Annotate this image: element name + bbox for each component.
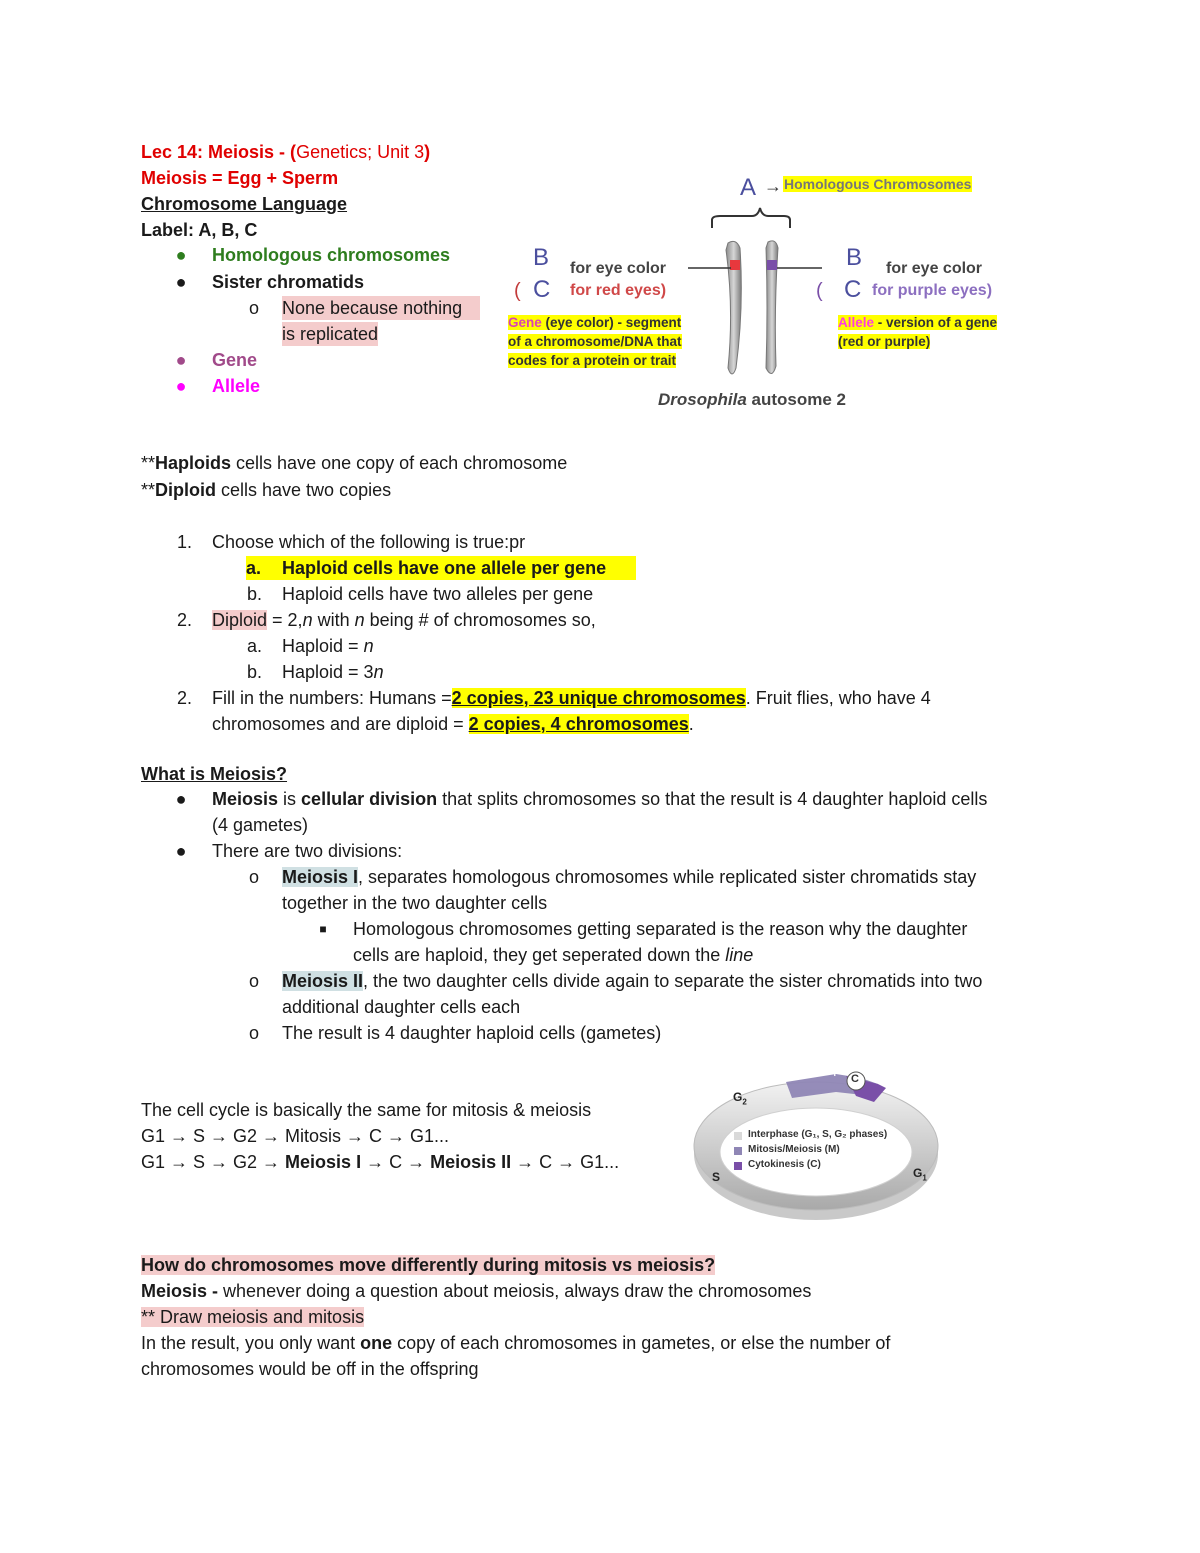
movement-line-4: chromosomes would be off in the offspring bbox=[141, 1359, 479, 1379]
label-c-left: C bbox=[533, 276, 551, 303]
square-bullet-icon: ■ bbox=[319, 922, 327, 936]
section-heading-movement: How do chromosomes move differently during mitosis vs meiosis? bbox=[141, 1255, 716, 1275]
circle-bullet-icon: o bbox=[248, 298, 259, 318]
label-g2: $G_2$ bbox=[733, 1090, 747, 1107]
bullet-icon: ● bbox=[175, 350, 187, 370]
label-g1: $G_1$ bbox=[913, 1166, 927, 1183]
label-m: M bbox=[802, 1067, 810, 1077]
left-eye-color: for eye color bbox=[570, 260, 667, 277]
legend-cytokinesis: Cytokinesis (C) bbox=[748, 1159, 821, 1170]
legend-mitosis-swatch bbox=[734, 1147, 742, 1155]
cell-cycle-figure bbox=[686, 1062, 946, 1240]
legend-mitosis: Mitosis/Meiosis (M) bbox=[748, 1144, 840, 1155]
label-c: C bbox=[851, 1073, 859, 1085]
brace-icon bbox=[712, 208, 790, 228]
red-allele-band bbox=[730, 260, 740, 270]
circle-bullet-icon: o bbox=[248, 971, 259, 991]
bullet-icon: ● bbox=[175, 272, 187, 292]
allele-definition: Allele - version of a gene (red or purple) bbox=[838, 315, 998, 349]
movement-line-3: In the result, you only want one copy of each chromosomes in gametes, or else the number of bbox=[141, 1333, 891, 1353]
page-title: Lec 14: Meiosis - (Genetics; Unit 3) bbox=[141, 142, 431, 162]
label-a: A bbox=[740, 174, 757, 201]
label-b-right: B bbox=[846, 244, 863, 271]
cycle-line-1: The cell cycle is basically the same for mitosis & meiosis bbox=[141, 1100, 592, 1120]
section-heading-what-is-meiosis: What is Meiosis? bbox=[141, 764, 288, 784]
label-c-right: C bbox=[844, 276, 862, 303]
right-eye-color: for eye color bbox=[886, 260, 983, 277]
figure-caption: Drosophila autosome 2 bbox=[658, 390, 846, 409]
arrow-icon: → bbox=[764, 176, 782, 196]
purple-allele-band bbox=[767, 260, 777, 270]
bullet-icon: ● bbox=[175, 841, 187, 861]
haploid-note: **Haploids cells have one copy of each chromosome bbox=[141, 453, 568, 473]
legend-interphase-swatch bbox=[734, 1132, 742, 1140]
left-red-eyes: for red eyes) bbox=[570, 282, 667, 299]
label-s: S bbox=[712, 1170, 721, 1184]
movement-line-1: Meiosis - whenever doing a question about meiosis, always draw the chromosomes bbox=[141, 1281, 812, 1301]
page-subtitle: Meiosis = Egg + Sperm bbox=[141, 168, 339, 188]
legend-interphase: Interphase (G₁, S, G₂ phases) bbox=[748, 1129, 888, 1140]
section-heading-chromosome-language: Chromosome Language bbox=[141, 194, 348, 214]
paren-right: ( bbox=[816, 280, 823, 302]
cycle-line-3: G1 → S → G2 → Meiosis I → C → Meiosis II → C → G1... bbox=[141, 1152, 620, 1172]
label-a-phase: A bbox=[818, 1067, 825, 1077]
circle-bullet-icon: o bbox=[248, 1023, 259, 1043]
label-homologous: Homologous Chromosomes bbox=[784, 176, 972, 192]
label-b-left: B bbox=[533, 244, 550, 271]
bullet-icon: ● bbox=[175, 245, 187, 265]
cycle-line-2: G1 → S → G2 → Mitosis → C → G1... bbox=[141, 1126, 450, 1146]
right-purple-eyes: for purple eyes) bbox=[872, 282, 993, 299]
legend-cytokinesis-swatch bbox=[734, 1162, 742, 1170]
bullet-icon: ● bbox=[175, 789, 187, 809]
label-line: Label: A, B, C bbox=[141, 220, 258, 240]
label-p: P bbox=[790, 1070, 797, 1080]
movement-line-2: ** Draw meiosis and mitosis bbox=[141, 1307, 365, 1327]
label-t: T bbox=[832, 1068, 838, 1078]
gene-definition: Gene (eye color) - segment of a chromosome/DNA that codes for a protein or trait bbox=[508, 315, 682, 368]
circle-bullet-icon: o bbox=[248, 867, 259, 887]
paren-left: ( bbox=[514, 280, 521, 302]
diploid-note: **Diploid cells have two copies bbox=[141, 480, 392, 500]
chromosome-figure bbox=[500, 168, 1020, 418]
bullet-icon: ● bbox=[175, 376, 187, 396]
